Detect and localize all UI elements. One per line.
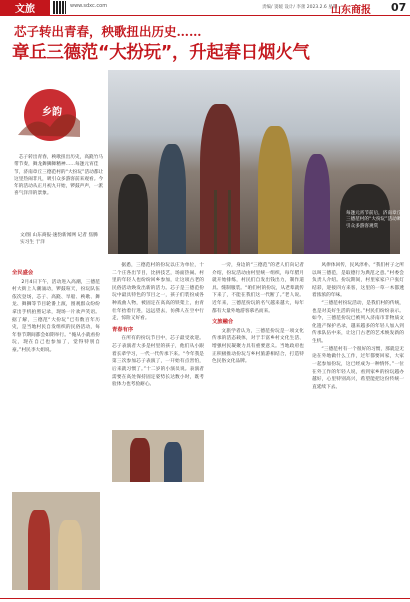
performer-figure: [200, 104, 240, 254]
paragraph: 2月4日下午，活动进入高潮，三德范村大街上人潮涌动，锣鼓喧天，扮玩队伍依次登场，芯子、高跷、旱船、秧歌、舞龙、舞狮等节目轮番上演，围观群众纷纷拿出手机拍照记录，现场一片欢声笑语。据了解，三德范“大扮玩”已有数百年历史，是当地村民自发组织的民俗活动，每年春节期间都会如期举行。“俺从小就看扮玩，现在自己也参加了，觉得特别自豪。”村民李大姐说。: [12, 279, 100, 354]
stilt-photo: [112, 430, 204, 482]
site-url: www.sdxc.com: [70, 3, 108, 9]
masthead: [0, 0, 410, 16]
section-heading: 全民盛会: [12, 270, 34, 276]
paragraph: 据悉，三德范村的扮玩以庄为单位，十二个庄各出节目，比拼技艺，场面热闹。村里的年轻人也纷纷回乡参加，让这项古老的民俗活动焕发出新的活力。芯子是三德范扮玩中最具特色的节目之一，孩子们装扮成各种戏曲人物，被固定在高高的铁架上，由青壮年抬着行进，远远望去，仿佛人在空中行走，惊险又好看。: [112, 263, 204, 322]
paragraph: 在所有的扮玩节目中，芯子最受欢迎。芯子表演者大多是村里的孩子，他们从小跟着长辈学习，一代一代传承下来。“今年我是第三次参加芯子表演了，一开始有点害怕，后来就习惯了。”十二岁的小演员说。表演者需要在高处保持固定姿势长达数小时，既考验体力也考验耐心。: [112, 336, 204, 388]
photo-caption: 每逢元宵节前后，济南章丘三德范村的“大扮玩”活动吸引众多游客观赏: [346, 211, 402, 229]
qr-code-icon: [53, 1, 66, 14]
paragraph: 一旁，身边的“三德范”的老人们向记者介绍，扮玩活动由村里统一组织，每年腊月就开始排练，村民们自发出钱出力，制作道具、缝制服装。“咱们村的扮玩，从老辈就传下来了，不能在我们这一代断了。”老人说。近年来，三德范扮玩的名气越来越大，每年都有大量外地游客慕名而来。: [212, 263, 304, 314]
column-2: [112, 262, 204, 389]
paragraph: “三德范村扮玩活动，是我们村的传统，也是对美好生活的向往。”村民们纷纷表示。如今，三德范扮玩已被列入济南市非物质文化遗产保护名录，越来越多的年轻人加入到传承队伍中来，让这门古老的艺术焕发新的生机。: [312, 301, 404, 345]
xiangyun-art-icon: [10, 85, 102, 145]
lead-art-label: 乡韵: [42, 107, 62, 118]
edition-meta: 责编/ 窦媛 设计/ 李蕾 2023.2.6 星期一: [262, 5, 342, 10]
newspaper-name: 山东商报: [331, 5, 371, 16]
column-3: [212, 262, 304, 366]
performer-figure: [258, 126, 292, 254]
paragraph: 文旅学者认为，三德范扮玩是一项文化传承的活态载体，对于丰富乡村文化生活、增强村民凝聚力具有重要意义。当地政府也正积极推动扮玩与乡村旅游相结合，打造特色民俗文化品牌。: [212, 328, 304, 365]
footer-rule: [0, 598, 410, 599]
article-title: 章丘三德范“大扮玩”，升起春日烟火气: [12, 43, 310, 63]
column-1: [12, 266, 100, 355]
section-tag: 文旅: [0, 0, 50, 15]
performance-photo: [12, 492, 100, 590]
page-number: 07: [391, 1, 407, 14]
performer-figure: [304, 154, 330, 254]
crowd-figure: [118, 174, 148, 254]
performer-figure: [158, 144, 186, 254]
paragraph: 风俸体回传，民风淳朴。“我们村子之所以叫三德范，是取德行为典范之意。”村委会负责人介绍。扮玩期间，村里家家户户张灯结彩，迎接四方来客，这里的一草一木都透着浓浓的年味。: [312, 263, 404, 299]
stilt: [214, 190, 217, 254]
lead-paragraph: 芯子转出青春，秧歌扭出历史，高跷竹马带节奏，舞龙舞狮舞精神……每逢元宵佳节，济南章丘三德范村的“大扮玩”活动都让这里热闹非凡，吸引众多游客前来观看。今年的活动从正月初九开始，锣鼓声声，一派喜气洋洋的景象。: [14, 155, 104, 197]
article-subtitle: 芯子转出青春，秧歌扭出历史……: [14, 24, 202, 39]
stilt: [228, 190, 231, 254]
section-heading: 青春有序: [112, 326, 134, 333]
section-heading: 文旅融合: [212, 319, 234, 326]
paragraph: “三德范村有一个很好的习惯，那就是无论在外地做什么工作，过年都要回家，大家一起参加扮玩，这已经成为一种情怀。”一位在外工作的年轻人说，看到家乡的扮玩越办越好，心里特别高兴，希望能把这份传统一直延续下去。: [312, 346, 404, 390]
column-4: [312, 262, 404, 391]
byline: 文/图 山东商报·速豹新闻网 记者 焦腾 实习生 于洋: [20, 233, 98, 246]
